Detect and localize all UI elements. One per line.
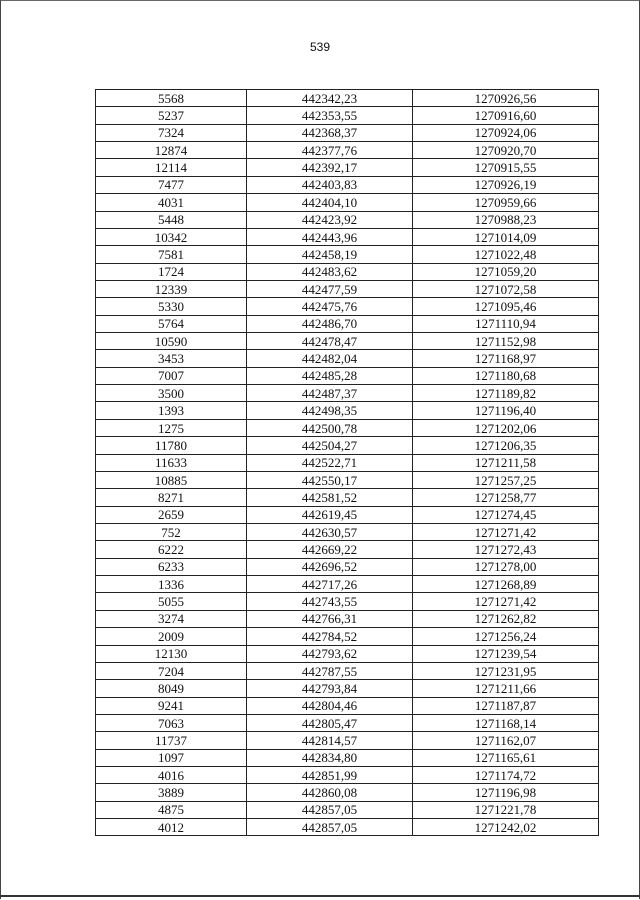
x-coordinate-cell: 442423,92 <box>247 211 413 228</box>
y-coordinate-cell: 1271274,45 <box>413 506 599 523</box>
point-number-cell: 4012 <box>96 819 247 836</box>
y-coordinate-cell: 1271271,42 <box>413 593 599 610</box>
point-number-cell: 11780 <box>96 437 247 454</box>
point-number-cell: 2659 <box>96 506 247 523</box>
point-number-cell: 1724 <box>96 263 247 280</box>
table-row <box>96 90 599 107</box>
table-row <box>96 385 599 402</box>
point-number-cell: 4016 <box>96 767 247 784</box>
x-coordinate-cell: 442793,62 <box>247 645 413 662</box>
table-row <box>96 124 599 141</box>
point-number-cell: 10885 <box>96 471 247 488</box>
x-coordinate-cell: 442550,17 <box>247 471 413 488</box>
point-number-cell: 11633 <box>96 454 247 471</box>
table-row <box>96 801 599 818</box>
point-number-cell: 1275 <box>96 419 247 436</box>
x-coordinate-cell: 442475,76 <box>247 298 413 315</box>
y-coordinate-cell: 1271022,48 <box>413 246 599 263</box>
y-coordinate-cell: 1271262,82 <box>413 610 599 627</box>
table-row <box>96 142 599 159</box>
table-row <box>96 819 599 836</box>
y-coordinate-cell: 1270959,66 <box>413 194 599 211</box>
x-coordinate-cell: 442368,37 <box>247 124 413 141</box>
y-coordinate-cell: 1271072,58 <box>413 280 599 297</box>
table-row <box>96 714 599 731</box>
x-coordinate-cell: 442766,31 <box>247 610 413 627</box>
y-coordinate-cell: 1271206,35 <box>413 437 599 454</box>
y-coordinate-cell: 1271165,61 <box>413 749 599 766</box>
x-coordinate-cell: 442717,26 <box>247 576 413 593</box>
y-coordinate-cell: 1271258,77 <box>413 489 599 506</box>
y-coordinate-cell: 1270924,06 <box>413 124 599 141</box>
point-number-cell: 5568 <box>96 90 247 107</box>
y-coordinate-cell: 1271196,98 <box>413 784 599 801</box>
x-coordinate-cell: 442458,19 <box>247 246 413 263</box>
x-coordinate-cell: 442477,59 <box>247 280 413 297</box>
point-number-cell: 4875 <box>96 801 247 818</box>
point-number-cell: 7007 <box>96 367 247 384</box>
x-coordinate-cell: 442619,45 <box>247 506 413 523</box>
point-number-cell: 5237 <box>96 107 247 124</box>
table-row <box>96 610 599 627</box>
y-coordinate-cell: 1271168,97 <box>413 350 599 367</box>
x-coordinate-cell: 442834,80 <box>247 749 413 766</box>
table-row <box>96 784 599 801</box>
table-row <box>96 333 599 350</box>
point-number-cell: 1097 <box>96 749 247 766</box>
table-row <box>96 697 599 714</box>
point-number-cell: 5055 <box>96 593 247 610</box>
x-coordinate-cell: 442743,55 <box>247 593 413 610</box>
table-row <box>96 159 599 176</box>
point-number-cell: 3453 <box>96 350 247 367</box>
point-number-cell: 4031 <box>96 194 247 211</box>
table-row <box>96 593 599 610</box>
x-coordinate-cell: 442478,47 <box>247 333 413 350</box>
table-row <box>96 506 599 523</box>
x-coordinate-cell: 442669,22 <box>247 541 413 558</box>
x-coordinate-cell: 442805,47 <box>247 714 413 731</box>
table-row <box>96 576 599 593</box>
point-number-cell: 12339 <box>96 280 247 297</box>
point-number-cell: 12874 <box>96 142 247 159</box>
y-coordinate-cell: 1271189,82 <box>413 385 599 402</box>
point-number-cell: 1393 <box>96 402 247 419</box>
table-row <box>96 246 599 263</box>
point-number-cell: 3274 <box>96 610 247 627</box>
x-coordinate-cell: 442404,10 <box>247 194 413 211</box>
coordinates-table-body <box>96 90 599 836</box>
y-coordinate-cell: 1271221,78 <box>413 801 599 818</box>
x-coordinate-cell: 442581,52 <box>247 489 413 506</box>
x-coordinate-cell: 442392,17 <box>247 159 413 176</box>
table-row <box>96 454 599 471</box>
point-number-cell: 8271 <box>96 489 247 506</box>
table-row <box>96 350 599 367</box>
y-coordinate-cell: 1271271,42 <box>413 523 599 540</box>
x-coordinate-cell: 442630,57 <box>247 523 413 540</box>
point-number-cell: 12130 <box>96 645 247 662</box>
table-row <box>96 419 599 436</box>
x-coordinate-cell: 442342,23 <box>247 90 413 107</box>
table-row <box>96 541 599 558</box>
y-coordinate-cell: 1271242,02 <box>413 819 599 836</box>
table-row <box>96 749 599 766</box>
x-coordinate-cell: 442500,78 <box>247 419 413 436</box>
table-row <box>96 107 599 124</box>
point-number-cell: 7063 <box>96 714 247 731</box>
x-coordinate-cell: 442443,96 <box>247 228 413 245</box>
point-number-cell: 5330 <box>96 298 247 315</box>
x-coordinate-cell: 442804,46 <box>247 697 413 714</box>
x-coordinate-cell: 442403,83 <box>247 176 413 193</box>
point-number-cell: 2009 <box>96 628 247 645</box>
table-row <box>96 437 599 454</box>
table-row <box>96 662 599 679</box>
table-row <box>96 280 599 297</box>
table-row <box>96 263 599 280</box>
y-coordinate-cell: 1270926,19 <box>413 176 599 193</box>
table-row <box>96 628 599 645</box>
table-row <box>96 211 599 228</box>
x-coordinate-cell: 442504,27 <box>247 437 413 454</box>
point-number-cell: 6233 <box>96 558 247 575</box>
table-row <box>96 767 599 784</box>
y-coordinate-cell: 1271162,07 <box>413 732 599 749</box>
point-number-cell: 3889 <box>96 784 247 801</box>
table-row <box>96 176 599 193</box>
y-coordinate-cell: 1271257,25 <box>413 471 599 488</box>
x-coordinate-cell: 442482,04 <box>247 350 413 367</box>
x-coordinate-cell: 442784,52 <box>247 628 413 645</box>
y-coordinate-cell: 1270926,56 <box>413 90 599 107</box>
y-coordinate-cell: 1271095,46 <box>413 298 599 315</box>
x-coordinate-cell: 442498,35 <box>247 402 413 419</box>
y-coordinate-cell: 1271059,20 <box>413 263 599 280</box>
x-coordinate-cell: 442522,71 <box>247 454 413 471</box>
point-number-cell: 9241 <box>96 697 247 714</box>
x-coordinate-cell: 442851,99 <box>247 767 413 784</box>
table-row <box>96 558 599 575</box>
point-number-cell: 6222 <box>96 541 247 558</box>
table-row <box>96 645 599 662</box>
point-number-cell: 7324 <box>96 124 247 141</box>
point-number-cell: 7477 <box>96 176 247 193</box>
point-number-cell: 10342 <box>96 228 247 245</box>
x-coordinate-cell: 442485,28 <box>247 367 413 384</box>
x-coordinate-cell: 442487,37 <box>247 385 413 402</box>
bottom-rule <box>0 895 640 897</box>
y-coordinate-cell: 1271014,09 <box>413 228 599 245</box>
y-coordinate-cell: 1271202,06 <box>413 419 599 436</box>
point-number-cell: 5764 <box>96 315 247 332</box>
y-coordinate-cell: 1270988,23 <box>413 211 599 228</box>
y-coordinate-cell: 1271211,58 <box>413 454 599 471</box>
point-number-cell: 11737 <box>96 732 247 749</box>
y-coordinate-cell: 1271256,24 <box>413 628 599 645</box>
table-row <box>96 228 599 245</box>
x-coordinate-cell: 442696,52 <box>247 558 413 575</box>
table-row <box>96 367 599 384</box>
x-coordinate-cell: 442857,05 <box>247 819 413 836</box>
y-coordinate-cell: 1271152,98 <box>413 333 599 350</box>
y-coordinate-cell: 1271239,54 <box>413 645 599 662</box>
y-coordinate-cell: 1270916,60 <box>413 107 599 124</box>
y-coordinate-cell: 1271187,87 <box>413 697 599 714</box>
x-coordinate-cell: 442486,70 <box>247 315 413 332</box>
x-coordinate-cell: 442787,55 <box>247 662 413 679</box>
x-coordinate-cell: 442353,55 <box>247 107 413 124</box>
table-row <box>96 732 599 749</box>
table-row <box>96 402 599 419</box>
x-coordinate-cell: 442857,05 <box>247 801 413 818</box>
y-coordinate-cell: 1271110,94 <box>413 315 599 332</box>
point-number-cell: 1336 <box>96 576 247 593</box>
y-coordinate-cell: 1271272,43 <box>413 541 599 558</box>
y-coordinate-cell: 1271168,14 <box>413 714 599 731</box>
y-coordinate-cell: 1271231,95 <box>413 662 599 679</box>
y-coordinate-cell: 1271196,40 <box>413 402 599 419</box>
point-number-cell: 3500 <box>96 385 247 402</box>
point-number-cell: 752 <box>96 523 247 540</box>
y-coordinate-cell: 1270915,55 <box>413 159 599 176</box>
y-coordinate-cell: 1271278,00 <box>413 558 599 575</box>
y-coordinate-cell: 1271268,89 <box>413 576 599 593</box>
point-number-cell: 7581 <box>96 246 247 263</box>
coordinates-table <box>95 89 599 836</box>
y-coordinate-cell: 1270920,70 <box>413 142 599 159</box>
y-coordinate-cell: 1271180,68 <box>413 367 599 384</box>
point-number-cell: 10590 <box>96 333 247 350</box>
y-coordinate-cell: 1271174,72 <box>413 767 599 784</box>
x-coordinate-cell: 442483,62 <box>247 263 413 280</box>
point-number-cell: 8049 <box>96 680 247 697</box>
table-row <box>96 471 599 488</box>
table-row <box>96 298 599 315</box>
x-coordinate-cell: 442793,84 <box>247 680 413 697</box>
page-number: 539 <box>309 40 331 54</box>
table-row <box>96 680 599 697</box>
table-row <box>96 523 599 540</box>
table-row <box>96 194 599 211</box>
x-coordinate-cell: 442377,76 <box>247 142 413 159</box>
table-row <box>96 315 599 332</box>
y-coordinate-cell: 1271211,66 <box>413 680 599 697</box>
x-coordinate-cell: 442860,08 <box>247 784 413 801</box>
point-number-cell: 12114 <box>96 159 247 176</box>
point-number-cell: 7204 <box>96 662 247 679</box>
table-row <box>96 489 599 506</box>
point-number-cell: 5448 <box>96 211 247 228</box>
x-coordinate-cell: 442814,57 <box>247 732 413 749</box>
